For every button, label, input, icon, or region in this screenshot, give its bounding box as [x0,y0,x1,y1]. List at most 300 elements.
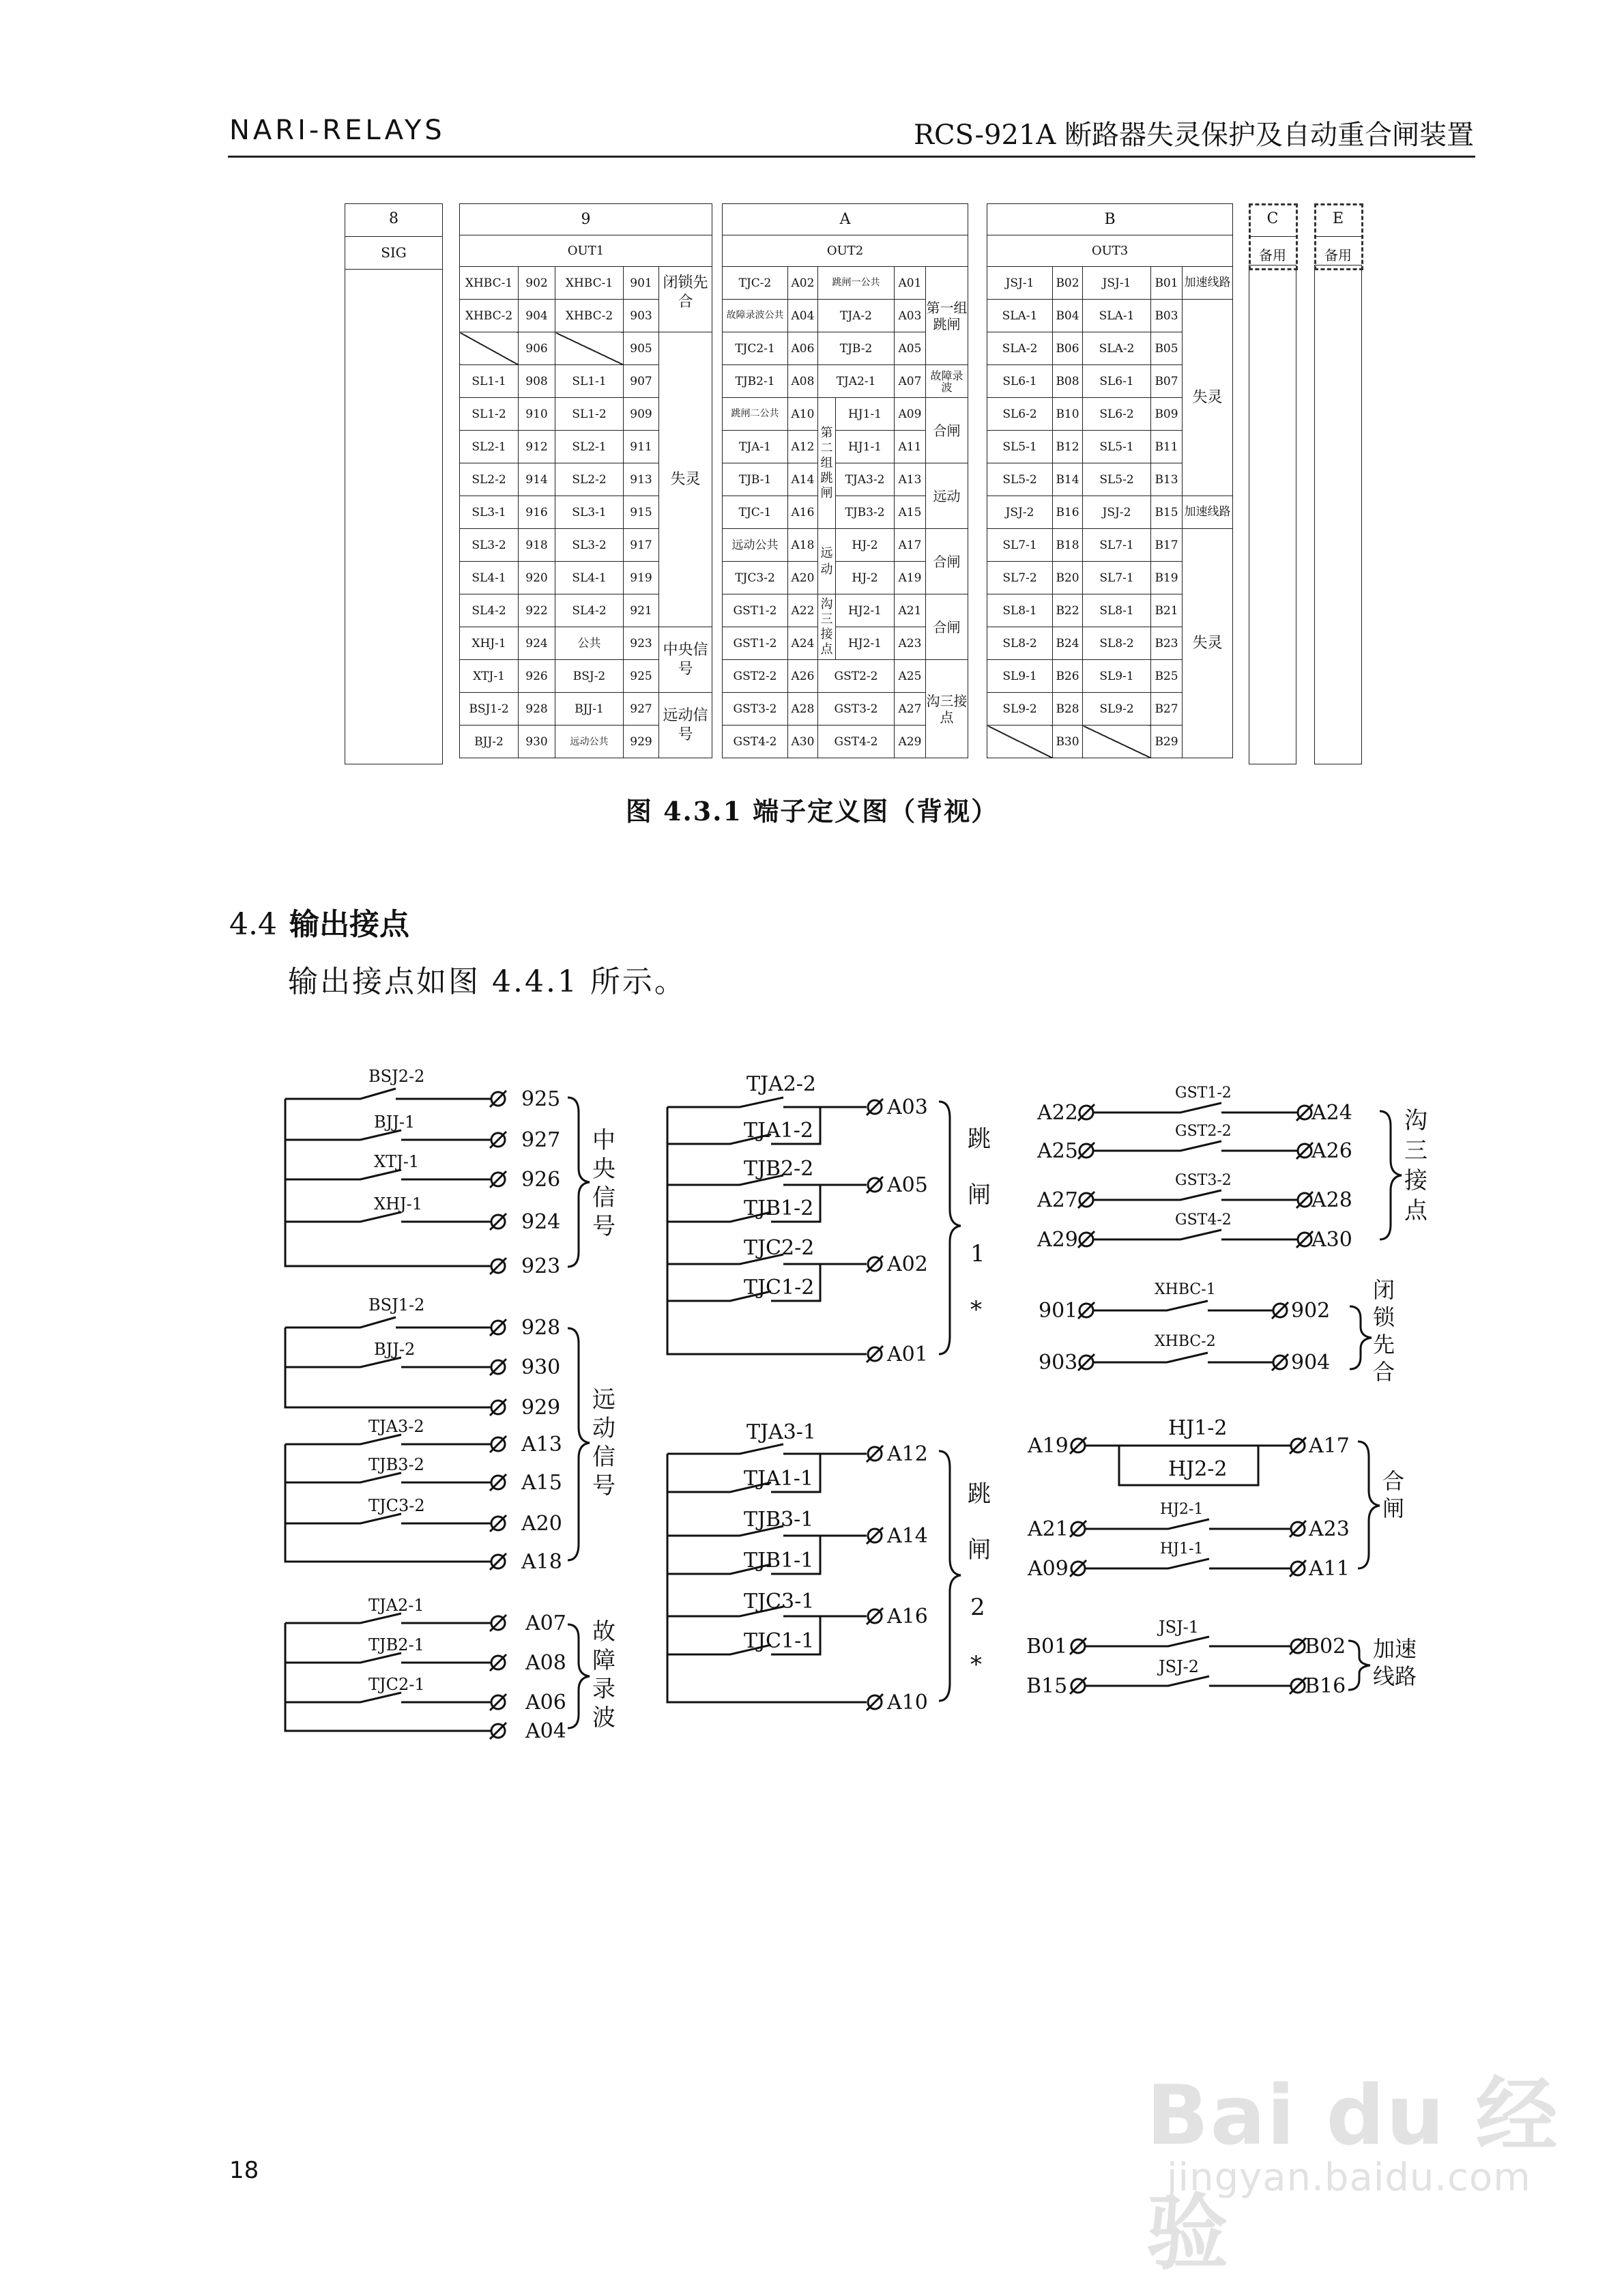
group-shiling1: 失灵 [1183,300,1233,496]
terminal-number: A13 [521,1433,562,1456]
contact-label: TJC1-1 [744,1629,815,1653]
table-cell: SLA-2 [1083,332,1151,365]
terminal-number: B16 [1305,1674,1346,1698]
table-cell: B03 [1151,300,1183,332]
table-cell: 901 [624,267,659,300]
terminal-number: A01 [887,1343,928,1366]
central-signal-brace [568,1097,590,1267]
table-cell: GST3-2 [723,693,788,726]
terminal-number: 923 [521,1254,561,1278]
contact-label: TJA1-1 [744,1467,814,1491]
table-cell: 922 [519,594,555,627]
group-tz2: 第二组跳闸 [818,398,836,529]
contact-label: HJ2-2 [1168,1457,1228,1481]
table-cell: SL5-2 [987,463,1053,496]
table-cell: TJA-2 [818,300,895,332]
group-jiasu1: 加速线路 [1183,267,1233,300]
colB-label: OUT3 [987,235,1233,267]
terminal-number: 904 [1291,1351,1331,1375]
group-hezha1: 合闸 [926,398,968,463]
table-cell: HJ-2 [836,529,895,562]
contact-label: GST2-2 [1175,1123,1232,1140]
contact-label: XHBC-2 [1155,1333,1216,1350]
table-cell: TJB-1 [723,463,788,496]
terminal-number: A07 [525,1611,566,1635]
group-luobo: 故障录波 [926,365,968,398]
table-cell: TJC2-1 [723,332,788,365]
contact-label: XHBC-1 [1155,1281,1216,1298]
terminal-number: A23 [1309,1517,1350,1541]
remote-signal-terminal-marks [490,1319,506,1570]
col8-label: SIG [381,244,407,261]
table-cell: BJJ-1 [555,693,624,726]
table-cell: XHBC-2 [555,300,624,332]
table-cell: SL3-2 [460,529,519,562]
table-cell: XHJ-1 [460,627,519,660]
contact-label: TJC2-2 [744,1236,815,1260]
table-cell: 927 [624,693,659,726]
table-cell: 远动公共 [723,529,788,562]
table-cell: A05 [895,332,926,365]
table-cell: SL3-1 [460,496,519,529]
table-cell: B01 [1151,267,1183,300]
jiasu-brace [1348,1641,1370,1690]
table-cell: A23 [895,627,926,660]
table-cell: A02 [788,267,818,300]
table-cell: HJ1-1 [836,431,895,463]
fault-record-terminal-marks [490,1615,506,1739]
table-cell: 912 [519,431,555,463]
trip2-label-char: 闸 [968,1536,991,1564]
table-cell: 911 [624,431,659,463]
table-cell: A15 [895,496,926,529]
table-cell: BSJ-2 [555,660,624,693]
table-cell: 920 [519,562,555,594]
table-cell: B15 [1151,496,1183,529]
terminal-number: A26 [1311,1139,1352,1163]
group-jiasu2: 加速线路 [1183,496,1233,529]
colA-label: OUT2 [723,235,968,267]
terminal-number: A29 [1037,1228,1078,1252]
central-signal-label: 中央信号 [592,1127,615,1240]
table-cell: A29 [895,726,926,758]
table-cell: B14 [1053,463,1083,496]
table-cell: 公共 [555,627,624,660]
table-cell: A18 [788,529,818,562]
terminal-number: 927 [521,1128,561,1152]
table-cell: A09 [895,398,926,431]
table-cell: HJ2-1 [836,594,895,627]
table-cell: SLA-1 [1083,300,1151,332]
contact-label: XHJ-1 [374,1194,423,1214]
table-cell: GST4-2 [723,726,788,758]
group-bisuo: 闭锁先合 [659,267,712,332]
section-number: 4.4 [229,907,277,942]
table-cell: B13 [1151,463,1183,496]
table-cell: GST1-2 [723,594,788,627]
watermark-logo: Bai du 经验 [1146,2069,1559,2281]
contact-label: TJB2-1 [368,1635,424,1654]
table-cell: B29 [1151,726,1183,758]
contact-label: TJA2-2 [746,1072,817,1096]
terminal-number: 925 [521,1087,561,1111]
table-cell: SL8-2 [1083,627,1151,660]
table-cell: JSJ-2 [987,496,1053,529]
table-cell: A12 [788,431,818,463]
table-cell: SL4-1 [555,562,624,594]
figure-caption: 图 4.3.1 端子定义图（背视） [625,796,999,827]
terminal-number: 901 [1039,1299,1078,1323]
table-cell: SL8-1 [987,594,1053,627]
gousan-label: 沟三接点 [1404,1107,1427,1224]
contact-label: HJ1-1 [1160,1540,1204,1558]
table-cell: 故障录波公共 [723,300,788,332]
table-cell: SL9-1 [1083,660,1151,693]
contact-label: XTJ-1 [374,1152,420,1171]
table-cell: B05 [1151,332,1183,365]
col8-slot: 8 [389,210,398,227]
table-cell: 909 [624,398,659,431]
table-cell: A01 [895,267,926,300]
contact-label: JSJ-1 [1159,1618,1200,1637]
group-goupsan2: 沟三接点 [926,660,968,758]
colE-slot: E [1332,210,1344,227]
table-cell: A14 [788,463,818,496]
table-cell: SL3-1 [555,496,624,529]
remote-signal-label: 远动信号 [592,1386,615,1499]
table-cell: A07 [895,365,926,398]
table-cell: B28 [1053,693,1083,726]
section-title: 输出接点 [289,907,409,942]
table-cell: SL7-1 [1083,529,1151,562]
terminal-number: A14 [887,1524,928,1548]
table-cell: SLA-1 [987,300,1053,332]
table-cell: TJA-1 [723,431,788,463]
table-cell: TJC-2 [723,267,788,300]
terminal-number: A16 [887,1605,928,1628]
trip2-label-char: 跳 [968,1480,991,1508]
table-cell: 远动公共 [555,726,624,758]
table-cell: GST4-2 [818,726,895,758]
contact-label: TJB3-2 [368,1455,424,1474]
trip1-terminal-marks [867,1099,883,1362]
hezha-brace [1358,1441,1380,1568]
contact-label: BSJ2-2 [368,1067,425,1086]
table-cell: BJJ-2 [460,726,519,758]
table-cell: SL5-1 [1083,431,1151,463]
hezha-label: 合闸 [1382,1468,1405,1521]
watermark-url: jingyan.baidu.com [1167,2155,1531,2200]
colA-slot: A [723,204,968,235]
table-cell: TJB3-2 [836,496,895,529]
table-cell: JSJ-2 [1083,496,1151,529]
contact-label: GST4-2 [1175,1211,1232,1229]
contact-label: TJC3-1 [744,1590,815,1613]
table-cell: 916 [519,496,555,529]
table-cell: 913 [624,463,659,496]
fault-record-label: 故障录波 [592,1618,615,1732]
table-cell: A30 [788,726,818,758]
trip2-group [667,1444,961,1710]
table-cell: XHBC-1 [555,267,624,300]
central-signal-terminal-marks [490,1091,506,1274]
table-cell: A11 [895,431,926,463]
table-cell: 929 [624,726,659,758]
terminal-number: A08 [525,1651,566,1675]
terminal-number: A24 [1311,1101,1352,1125]
terminal-number: B15 [1026,1674,1068,1698]
table-cell: B04 [1053,300,1083,332]
table-cell: A13 [895,463,926,496]
group-hezha3: 合闸 [926,594,968,660]
table-cell: SL4-2 [460,594,519,627]
table-cell: GST3-2 [818,693,895,726]
bisuo-brace [1350,1306,1372,1369]
table-cell: B23 [1151,627,1183,660]
table-cell: B16 [1053,496,1083,529]
trip1-brace [939,1102,961,1354]
table-cell: TJA3-2 [836,463,895,496]
table-cell: 跳闸一公共 [818,267,895,300]
table-cell: SL1-2 [460,398,519,431]
terminal-number: A30 [1311,1228,1352,1252]
table-cell: SL9-2 [987,693,1053,726]
table-cell: SL6-2 [987,398,1053,431]
table-cell: B20 [1053,562,1083,594]
terminal-number: A09 [1028,1557,1069,1581]
trip2-label-char: * [970,1651,982,1678]
table-cell: SL3-2 [555,529,624,562]
table-cell: B25 [1151,660,1183,693]
table-cell: 926 [519,660,555,693]
table-cell: 903 [624,300,659,332]
table-cell: JSJ-1 [987,267,1053,300]
table-cell: SLA-2 [987,332,1053,365]
trip2-brace [939,1451,961,1701]
contact-label: JSJ-2 [1159,1657,1200,1676]
terminal-number: A27 [1037,1188,1078,1212]
header-doc-title: RCS-921A 断路器失灵保护及自动重合闸装置 [913,119,1474,151]
table-cell: HJ-2 [836,562,895,594]
contact-label: BJJ-2 [374,1340,416,1359]
gousan-group [1078,1103,1402,1248]
table-cell: A21 [895,594,926,627]
table-cell: A16 [788,496,818,529]
table-cell: B12 [1053,431,1083,463]
table-cell: SL9-2 [1083,693,1151,726]
terminal-number: A15 [521,1471,562,1495]
table-cell: XHBC-1 [460,267,519,300]
table-cell: TJA2-1 [818,365,895,398]
table-cell: SL5-1 [987,431,1053,463]
terminal-number: B02 [1305,1635,1346,1659]
table-cell: SL7-1 [987,529,1053,562]
group-shiling2: 失灵 [1183,529,1233,758]
contact-label: HJ1-2 [1168,1416,1228,1440]
contact-label: BSJ1-2 [368,1295,425,1315]
group-goupsan1: 沟三接点 [818,594,836,660]
terminal-number: 929 [521,1396,561,1420]
group-zhongyang: 中央信号 [659,627,712,693]
table-cell: SL2-2 [555,463,624,496]
terminal-number: 930 [521,1355,561,1379]
table-cell: TJB2-1 [723,365,788,398]
table-cell: B11 [1151,431,1183,463]
contact-label: TJA2-1 [368,1596,424,1615]
table-cell: SL7-1 [1083,562,1151,594]
table-cell: A28 [788,693,818,726]
terminal-number: A11 [1309,1557,1350,1581]
contact-label: TJC2-1 [368,1675,425,1694]
table-cell: A03 [895,300,926,332]
terminal-number: 926 [521,1168,561,1192]
table-cell: A17 [895,529,926,562]
contact-label: GST3-2 [1175,1172,1232,1189]
terminal-number: A25 [1037,1139,1078,1163]
page-number: 18 [229,2157,259,2184]
table-cell: A08 [788,365,818,398]
terminal-number: A05 [887,1173,928,1197]
table-cell: A22 [788,594,818,627]
table-cell: SL1-2 [555,398,624,431]
colC-slot: C [1266,210,1279,227]
group-tz1: 第一组跳闸 [926,267,968,365]
table-cell: XTJ-1 [460,660,519,693]
table-cell: 910 [519,398,555,431]
table-cell: GST2-2 [723,660,788,693]
trip1-label-char: * [970,1296,982,1323]
table-cell: A24 [788,627,818,660]
terminal-number: A22 [1037,1101,1078,1125]
table-cell: 919 [624,562,659,594]
terminal-number: A19 [1028,1434,1069,1458]
body-paragraph: 输出接点如图 4.4.1 所示。 [288,964,686,999]
table-cell: 914 [519,463,555,496]
col9-slot: 9 [460,204,712,235]
terminal-number: 928 [521,1316,561,1340]
table-cell: B02 [1053,267,1083,300]
table-cell: B24 [1053,627,1083,660]
table-cell: 904 [519,300,555,332]
col9-label: OUT1 [460,235,712,267]
contact-label: GST1-2 [1175,1085,1232,1102]
table-cell: 930 [519,726,555,758]
table-cell: SL7-2 [987,562,1053,594]
table-cell: A26 [788,660,818,693]
table-cell: B10 [1053,398,1083,431]
table-cell: SL8-1 [1083,594,1151,627]
table-cell: B21 [1151,594,1183,627]
contact-label: TJC3-2 [368,1496,425,1515]
terminal-number: A02 [887,1252,928,1276]
contact-label: TJB1-1 [744,1549,814,1573]
fault-record-brace [568,1624,590,1728]
terminal-number: 902 [1291,1299,1331,1323]
table-cell: 923 [624,627,659,660]
table-cell: B17 [1151,529,1183,562]
table-cell: HJ2-1 [836,627,895,660]
table-cell: XHBC-2 [460,300,519,332]
table-cell: B08 [1053,365,1083,398]
bisuo-label: 闭锁先合 [1373,1277,1395,1385]
terminal-number: A20 [521,1512,562,1536]
terminal-number: A03 [887,1095,928,1119]
terminal-number: 924 [521,1210,561,1234]
table-cell: B22 [1053,594,1083,627]
table-cell: SL4-2 [555,594,624,627]
terminal-number: A28 [1311,1188,1352,1212]
table-cell: GST1-2 [723,627,788,660]
group-shiling: 失灵 [659,332,712,627]
table-cell: B19 [1151,562,1183,594]
table-cell: SL5-2 [1083,463,1151,496]
table-cell: 921 [624,594,659,627]
table-cell: B30 [1053,726,1083,758]
terminal-number: A06 [525,1691,566,1714]
terminal-number: A04 [525,1719,566,1743]
table-cell: 908 [519,365,555,398]
colB-slot: B [987,204,1233,235]
table-cell: SL1-1 [555,365,624,398]
trip1-group [667,1097,961,1362]
table-cell: 915 [624,496,659,529]
table-cell: 906 [519,332,555,365]
colE-label: 备用 [1324,247,1352,263]
contact-label: TJA3-2 [368,1417,424,1436]
table-cell: B09 [1151,398,1183,431]
table-cell: A25 [895,660,926,693]
table-cell: B18 [1053,529,1083,562]
contact-label: BJJ-1 [374,1113,416,1132]
trip2-label-char: 2 [970,1594,985,1621]
table-cell: 902 [519,267,555,300]
table-cell: 917 [624,529,659,562]
colC-label: 备用 [1259,247,1286,263]
terminal-number: B01 [1026,1635,1068,1659]
terminal-number: A17 [1309,1434,1350,1458]
trip1-label-char: 1 [970,1240,985,1267]
terminal-number: A12 [887,1442,928,1466]
table-cell: A10 [788,398,818,431]
table-cell: SL2-1 [460,431,519,463]
table-cell: SL1-1 [460,365,519,398]
table-cell: A20 [788,562,818,594]
contact-label: TJB1-2 [744,1196,814,1220]
table-cell: SL2-1 [555,431,624,463]
contact-label: TJB2-2 [744,1157,814,1181]
contact-label: TJA1-2 [744,1119,814,1143]
table-cell: 928 [519,693,555,726]
table-cell: 907 [624,365,659,398]
group-yuandong: 远动信号 [659,693,712,758]
trip2-terminal-marks [867,1446,883,1710]
table-cell: GST2-2 [818,660,895,693]
table-cell: B27 [1151,693,1183,726]
table-cell: TJB-2 [818,332,895,365]
table-cell: SL6-2 [1083,398,1151,431]
table-cell: A19 [895,562,926,594]
table-cell: 918 [519,529,555,562]
table-cell: B26 [1053,660,1083,693]
terminal-number: A18 [521,1550,562,1574]
table-cell: TJC-1 [723,496,788,529]
table-cell: SL4-1 [460,562,519,594]
table-cell: TJC3-2 [723,562,788,594]
group-hezha2: 合闸 [926,529,968,594]
table-cell: SL9-1 [987,660,1053,693]
table-cell: B06 [1053,332,1083,365]
table-cell: 924 [519,627,555,660]
